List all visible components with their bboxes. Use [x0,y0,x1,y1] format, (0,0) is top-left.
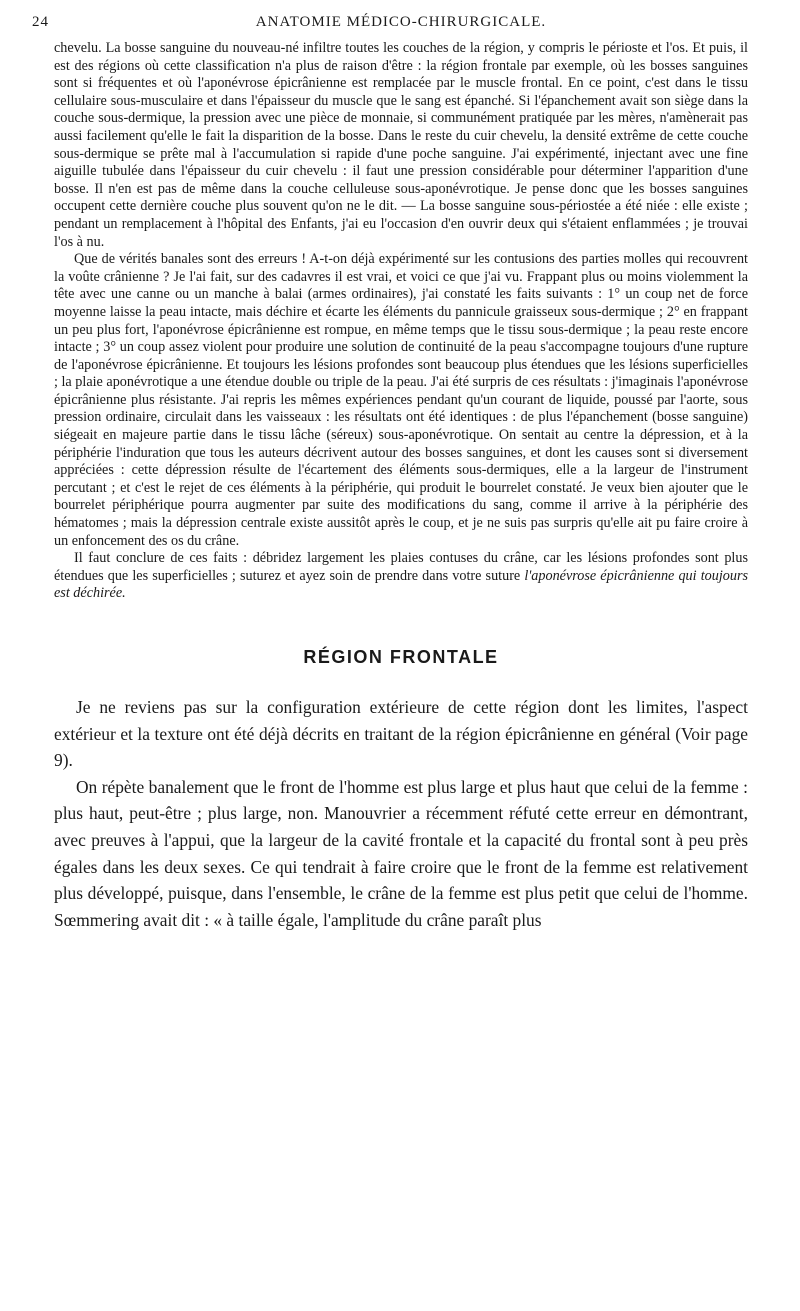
conclusion-emphasis: l'aponévrose épicrânienne qui toujours est déchirée. [54,567,748,602]
section-title: RÉGION FRONTALE [303,647,499,667]
running-head [32,14,748,38]
section-body [54,694,748,933]
paragraph: On répète banalement que le front de l'homme est plus large et plus haut que celui de la femme : plus haut, peut-être ; plus large, non. Manouvrier a récemment réfuté cette erreur en démontrant, avec preuves à l'appui, que la largeur de la cavité frontale et la capacité du frontal sont à peu près égales dans les deux sexes. Ce qui tendrait à faire croire que le front de la femme est relativement plus développé, puisque, dans l'ensemble, le crâne de la femme est plus petit que celui de l'homme. Sœmmering avait dit : « à taille égale, l'amplitude du crâne paraît plus [54,776,748,930]
body-text [54,40,748,603]
conclusion-text: Il faut conclure de ces faits : débridez largement les plaies contuses du crâne, car les lésions profondes sont plus étendues que les superficielles ; suturez et ayez soin de prendre dans votre suture [54,550,748,584]
paragraph: chevelu. La bosse sanguine du nouveau-né infiltre toutes les couches de la région, y compris le périoste et l'os. Et puis, il est des régions où cette classification n'a plus de raison d'être : la région frontale par exemple, où les bosses sanguines sont si fréquentes et où l'aponévrose épicrânienne est remplacée par le muscle frontal. En ce point, c'est dans le tissu cellulaire sous-musculaire et dans l'épaisseur du muscle que le sang est épanché. Si l'épanchement avait son siège dans la couche sous-dermique, la pression avec une pièce de monnaie, si communément pratiquée par les mères, n'amènerait pas aussi facilement qu'elle le fait la disparition de la bosse. Dans le reste du cuir chevelu, la densité extrême de cette couche sous-dermique se prête mal à l'accumulation si rapide d'une poche sanguine. J'ai expérimenté, injectant avec une fine aiguille tubulée dans l'épaisseur du cuir chevelu : il faut une pression considérable pour déterminer l'apparition d'une bosse. Il n'en est pas de même dans la couche celluleuse sous-aponévrotique. Je pense donc que les bosses sanguines occupent cette dernière couche plus souvent qu'on ne le dit. — La bosse sanguine sous-périostée a été niée : elle existe ; pendant un remplacement à l'hôpital des Enfants, j'ai eu l'occasion d'en ouvrir deux qui s'étaient enflammées ; je trouvai l'os à nu. [54,40,748,250]
paragraph: Je ne reviens pas sur la configuration extérieure de cette région dont les limites, l'aspect extérieur et la texture ont été déjà décrits en traitant de la région épicrânienne en général (Voir page 9). [54,697,748,771]
paragraph: Que de vérités banales sont des erreurs ! A-t-on déjà expérimenté sur les contusions des parties molles qui recouvrent la voûte crânienne ? Je l'ai fait, sur des cadavres il est vrai, et voici ce que j'ai vu. Frappant plus ou moins violemment la tête avec une canne ou un manche à balai (armes ordinaires), j'ai constaté les faits suivants : 1° un coup net de force moyenne laisse la peau intacte, mais déchire et écarte les éléments du pannicule graisseux sous-dermique ; 2° en frappant un peu plus fort, l'aponévrose épicrânienne est rompue, en même temps que le tissu sous-dermique ; la peau reste encore intacte ; 3° un coup assez violent pour produire une solution de continuité de la peau s'accompagne toujours d'une rupture de l'aponévrose épicrânienne. Et toujours les lésions profondes sont beaucoup plus étendues que les lésions superficielles ; la plaie aponévrotique a une étendue double ou triple de la peau. J'ai été surpris de ces résultats : j'imaginais l'aponévrose épicrânienne plus résistante. J'ai repris les mêmes expériences pendant qu'un courant de liquide, poussé par l'aorte, sous pression ordinaire, circulait dans les vaisseaux : les résultats ont été identiques : de plus l'épanchement (bosse sanguine) siégeait en majeure partie dans le tissu lâche (séreux) sous-aponévrotique. On sentait au centre la dépression, et à la périphérie l'induration que tous les auteurs décrivent autour des bosses sanguines, et dont les causes sont si diversement appréciées : cette dépression résulte de l'écartement des éléments sous-dermiques, elle a la largeur de l'instrument percutant ; et c'est le rejet de ces éléments à la périphérie, qui produit le bourrelet constaté. Je veux bien ajouter que le bourrelet périphérique pourra augmenter par suite des modifications du sang, comme il arrive à la périphérie des hématomes ; mais la dépression centrale existe aussitôt après le coup, et je ne suis pas surpris qu'elle ait pu faire croire à un enfoncement des os du crâne. [54,251,748,549]
running-title: ANATOMIE MÉDICO-CHIRURGICALE. [255,14,547,30]
conclusion-paragraph [54,550,748,603]
page-number: 24 [32,14,49,30]
